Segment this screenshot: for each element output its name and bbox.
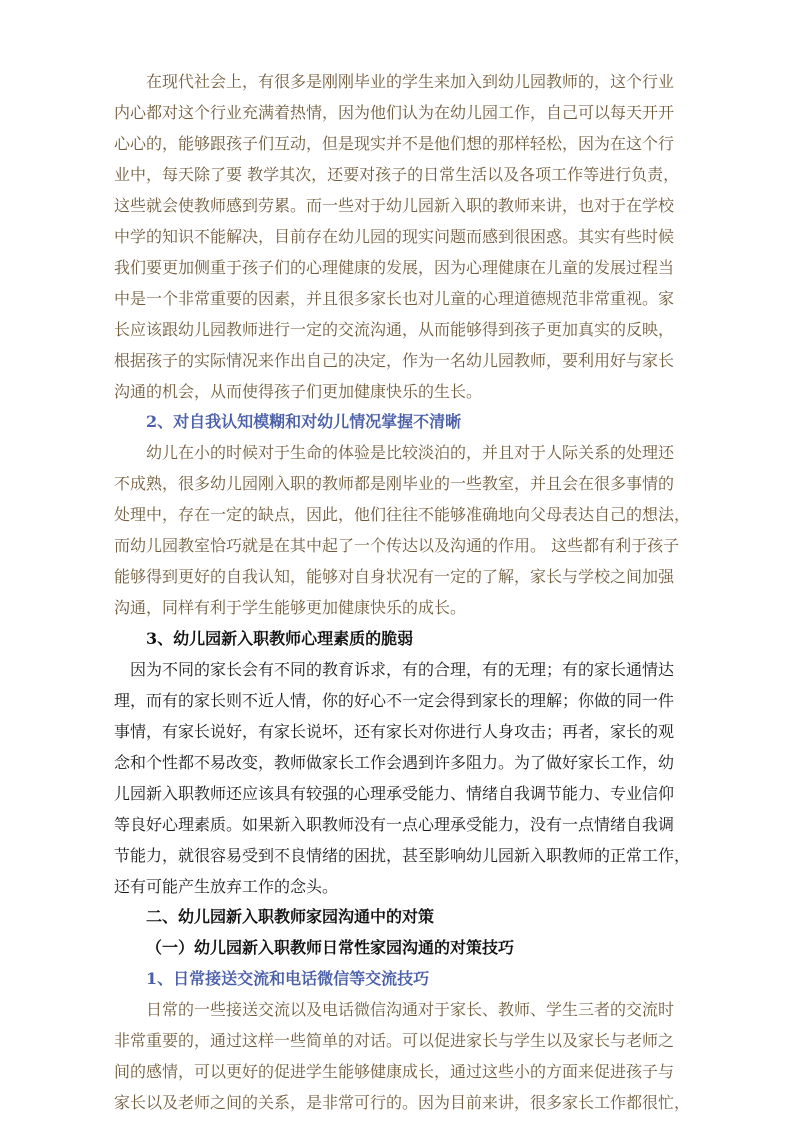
paragraph-3-line: 念和个性都不易改变，教师做家长工作会遇到许多阻力。为了做好家长工作，幼 [114, 753, 675, 772]
section-heading-2: 2、对自我认知模糊和对幼儿情况掌握不清晰 [146, 412, 462, 431]
paragraph-3-line: 节能力，就很容易受到不良情绪的困扰，甚至影响幼儿园新入职教师的正常工作， [114, 846, 691, 865]
paragraph-1-line: 心心的，能够跟孩子们互动，但是现实并不是他们想的那样轻松，因为在这个行 [114, 134, 675, 153]
subsection-heading: （一）幼儿园新入职教师日常性家园沟通的对策技巧 [146, 938, 515, 957]
paragraph-3-line: 还有可能产生放弃工作的念头。 [114, 877, 339, 896]
paragraph-1-line: 中是一个非常重要的因素，并且很多家长也对儿童的心理道德规范非常重视。家 [114, 289, 675, 308]
paragraph-2-line: 不成熟，很多幼儿园刚入职的教师都是刚毕业的一些教室，并且会在很多事情的 [114, 474, 675, 493]
section-heading-3: 3、幼儿园新入职教师心理素质的脆弱 [146, 629, 414, 648]
paragraph-1-line: 中学的知识不能解决，目前存在幼儿园的现实问题而感到很困惑。其实有些时候 [114, 227, 675, 246]
paragraph-4-line: 间的感情，可以更好的促进学生能够健康成长，通过这些小的方面来促进孩子与 [114, 1062, 675, 1081]
paragraph-3-line: 儿园新入职教师还应该具有较强的心理承受能力、情绪自我调节能力、专业信仰 [114, 784, 675, 803]
paragraph-1-line: 这些就会使教师感到劳累。而一些对于幼儿园新入职的教师来讲，也对于在学校 [114, 196, 675, 215]
paragraph-3-line: 因为不同的家长会有不同的教育诉求，有的合理，有的无理；有的家长通情达 [130, 660, 675, 679]
chapter-heading: 二、幼儿园新入职教师家园沟通中的对策 [146, 907, 435, 926]
paragraph-3-line: 等良好心理素质。如果新入职教师没有一点心理承受能力，没有一点情绪自我调 [114, 815, 675, 834]
paragraph-2-line: 处理中，存在一定的缺点，因此，他们往往不能够准确地向父母表达自己的想法， [114, 505, 691, 524]
paragraph-3-line: 理，而有的家长则不近人情，你的好心不一定会得到家长的理解；你做的同一件 [114, 691, 675, 710]
paragraph-4-line: 非常重要的，通过这样一些简单的对话。可以促进家长与学生以及家长与老师之 [114, 1031, 675, 1050]
paragraph-2-line: 而幼儿园教室恰巧就是在其中起了一个传达以及沟通的作用。 这些都有利于孩子 [114, 536, 680, 555]
section-heading-1: 1、日常接送交流和电话微信等交流技巧 [146, 969, 430, 988]
paragraph-1-line: 业中，每天除了要 教学其次，还要对孩子的日常生活以及各项工作等进行负责， [114, 165, 680, 184]
paragraph-4-line: 日常的一些接送交流以及电话微信沟通对于家长、教师、学生三者的交流时 [146, 1000, 675, 1019]
paragraph-1-line: 长应该跟幼儿园教师进行一定的交流沟通，从而能够得到孩子更加真实的反映， [114, 320, 675, 339]
paragraph-3-line: 事情，有家长说好，有家长说坏，还有家长对你进行人身攻击；再者，家长的观 [114, 722, 675, 741]
paragraph-1-line: 根据孩子的实际情况来作出自己的决定，作为一名幼儿园教师，要利用好与家长 [114, 351, 675, 370]
paragraph-4-line: 家长以及老师之间的关系，是非常可行的。因为目前来讲，很多家长工作都很忙， [114, 1093, 691, 1112]
paragraph-1-line: 在现代社会上，有很多是刚刚毕业的学生来加入到幼儿园教师的，这个行业 [146, 72, 675, 91]
paragraph-1-line: 我们要更加侧重于孩子们的心理健康的发展，因为心理健康在儿童的发展过程当 [114, 258, 675, 277]
paragraph-2-line: 沟通，同样有利于学生能够更加健康快乐的成长。 [114, 598, 467, 617]
paragraph-2-line: 幼儿在小的时候对于生命的体验是比较淡泊的，并且对于人际关系的处理还 [146, 443, 675, 462]
paragraph-2-line: 能够得到更好的自我认知，能够对自身状况有一定的了解，家长与学校之间加强 [114, 567, 675, 586]
paragraph-1-line: 内心都对这个行业充满着热情，因为他们认为在幼儿园工作，自己可以每天开开 [114, 103, 675, 122]
paragraph-1-line: 沟通的机会，从而使得孩子们更加健康快乐的生长。 [114, 382, 483, 401]
